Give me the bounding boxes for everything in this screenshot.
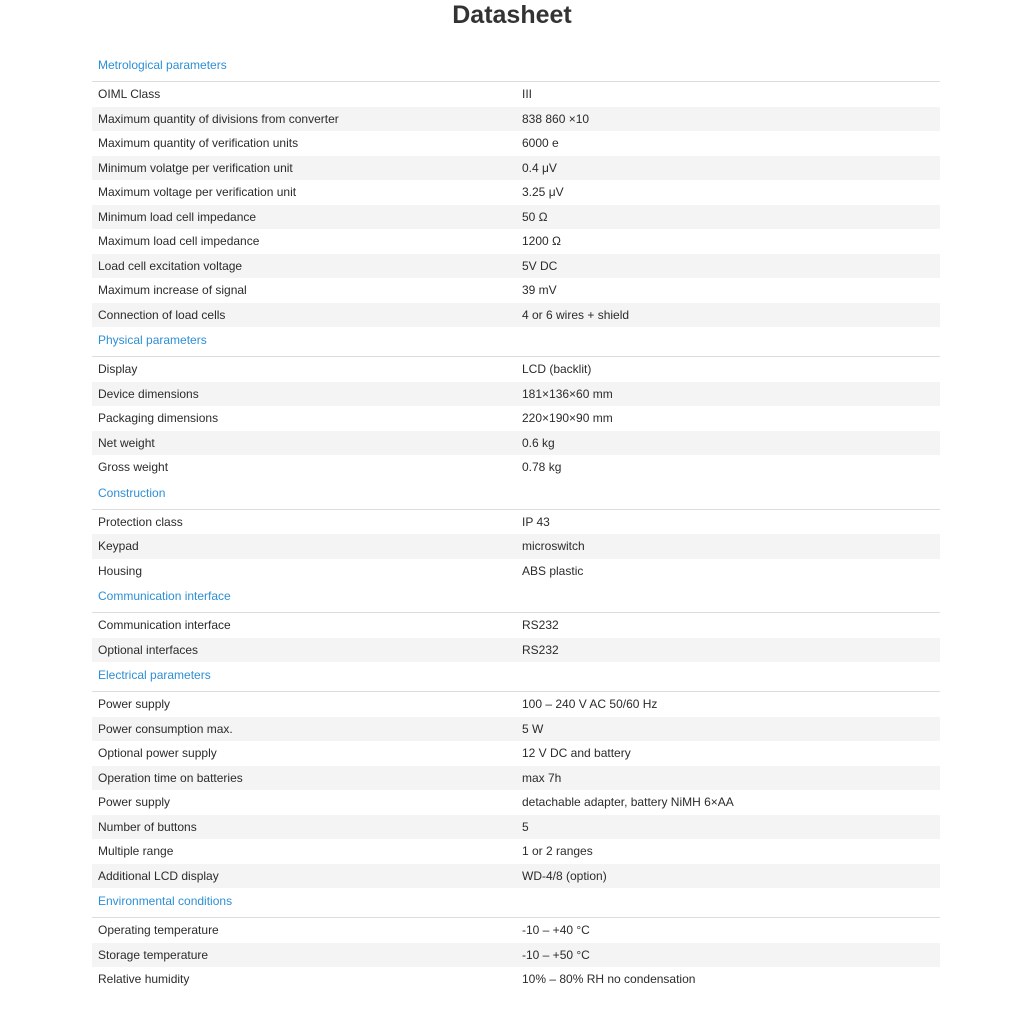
parameter-value: WD-4/8 (option) (522, 868, 607, 883)
section (92, 583, 940, 662)
table-row (92, 357, 940, 382)
table-row (92, 254, 940, 279)
parameter-value: 5 W (522, 721, 544, 736)
table-row (92, 967, 940, 992)
parameter-value: 39 mV (522, 283, 557, 297)
table-row (92, 278, 940, 303)
parameter-value: III (522, 87, 533, 101)
table-row (92, 815, 940, 840)
section-rows (92, 82, 940, 327)
section (92, 888, 940, 992)
parameter-value: max 7h (522, 770, 562, 785)
parameter-name: Storage temperature (98, 947, 209, 962)
table-row (92, 839, 940, 864)
section-heading (92, 52, 940, 82)
table-row (92, 943, 940, 968)
table-row (92, 559, 940, 584)
table-row (92, 180, 940, 205)
datasheet-table (92, 52, 940, 992)
parameter-name: OIML Class (98, 87, 161, 101)
section-heading (92, 480, 940, 510)
parameter-value: LCD (backlit) (522, 362, 592, 376)
parameter-value: 1 or 2 ranges (522, 844, 593, 858)
parameter-value: 50 Ω (522, 209, 548, 224)
parameter-name: Maximum quantity of verification units (98, 136, 299, 150)
parameter-value: 5V DC (522, 258, 558, 273)
parameter-value: 12 V DC and battery (522, 746, 631, 760)
section (92, 662, 940, 888)
parameter-name: Multiple range (98, 844, 174, 858)
parameter-name: Operation time on batteries (98, 770, 243, 785)
section (92, 480, 940, 584)
section-rows (92, 613, 940, 662)
table-row (92, 82, 940, 107)
section (92, 52, 940, 327)
table-row (92, 766, 940, 791)
parameter-value: 1200 Ω (522, 234, 561, 248)
parameter-value: 0.4 μV (522, 160, 557, 175)
parameter-value: 181×136×60 mm (522, 386, 613, 401)
parameter-name: Keypad (98, 539, 139, 553)
parameter-name: Power supply (98, 697, 171, 711)
parameter-name: Maximum quantity of divisions from converter (98, 111, 339, 126)
parameter-value: detachable adapter, battery NiMH 6×AA (522, 795, 734, 809)
parameter-name: Power consumption max. (98, 721, 233, 736)
parameter-value: IP 43 (522, 514, 550, 529)
parameter-name: Housing (98, 563, 143, 578)
table-row (92, 741, 940, 766)
section-heading-label: Metrological parameters (98, 58, 227, 72)
parameter-value: 0.78 kg (522, 460, 562, 474)
parameter-name: Maximum load cell impedance (98, 234, 260, 248)
section-heading-label: Electrical parameters (98, 668, 211, 682)
parameter-value: RS232 (522, 642, 559, 657)
table-row (92, 229, 940, 254)
parameter-value: microswitch (522, 539, 585, 553)
parameter-name: Connection of load cells (98, 307, 226, 322)
parameter-name: Packaging dimensions (98, 411, 219, 425)
parameter-value: 838 860 ×10 (522, 111, 590, 126)
parameter-value: -10 – +40 °C (522, 923, 590, 937)
section (92, 327, 940, 480)
parameter-name: Number of buttons (98, 819, 197, 834)
parameter-value: 6000 e (522, 136, 559, 150)
parameter-name: Communication interface (98, 618, 231, 632)
parameter-name: Device dimensions (98, 386, 199, 401)
table-row (92, 717, 940, 742)
table-row (92, 790, 940, 815)
parameter-name: Additional LCD display (98, 868, 219, 883)
table-row (92, 107, 940, 132)
table-row (92, 510, 940, 535)
section-rows (92, 357, 940, 480)
section-heading-label: Construction (98, 485, 166, 500)
parameter-name: Minimum load cell impedance (98, 209, 257, 224)
parameter-name: Optional power supply (98, 746, 217, 760)
table-row (92, 455, 940, 480)
parameter-name: Minimum volatge per verification unit (98, 160, 293, 175)
parameter-name: Maximum increase of signal (98, 283, 247, 297)
table-row (92, 382, 940, 407)
parameter-value: ABS plastic (522, 563, 584, 578)
parameter-value: 3.25 μV (522, 185, 564, 199)
table-row (92, 638, 940, 663)
section-heading (92, 662, 940, 692)
parameter-value: RS232 (522, 618, 559, 632)
table-row (92, 692, 940, 717)
section-heading (92, 888, 940, 918)
parameter-value: 4 or 6 wires + shield (522, 307, 630, 322)
parameter-name: Load cell excitation voltage (98, 258, 243, 273)
section-heading-label: Communication interface (98, 589, 231, 603)
table-row (92, 131, 940, 156)
parameter-name: Optional interfaces (98, 642, 199, 657)
page-title: Datasheet (452, 1, 572, 29)
table-row (92, 406, 940, 431)
parameter-name: Relative humidity (98, 972, 190, 986)
section-heading (92, 327, 940, 357)
section-heading (92, 583, 940, 613)
parameter-value: 100 – 240 V AC 50/60 Hz (522, 697, 658, 711)
parameter-name: Protection class (98, 514, 183, 529)
parameter-name: Gross weight (98, 460, 169, 474)
table-row (92, 205, 940, 230)
table-row (92, 864, 940, 889)
parameter-value: 5 (522, 819, 529, 834)
parameter-name: Power supply (98, 795, 171, 809)
section-rows (92, 692, 940, 888)
section-rows (92, 918, 940, 992)
table-row (92, 431, 940, 456)
parameter-name: Net weight (98, 435, 155, 450)
parameter-value: -10 – +50 °C (522, 947, 590, 962)
table-row (92, 613, 940, 638)
parameter-value: 0.6 kg (522, 435, 555, 450)
parameter-value: 220×190×90 mm (522, 411, 613, 425)
section-rows (92, 510, 940, 584)
parameter-value: 10% – 80% RH no condensation (522, 972, 696, 986)
table-row (92, 534, 940, 559)
table-row (92, 918, 940, 943)
table-row (92, 303, 940, 328)
section-heading-label: Environmental conditions (98, 894, 233, 908)
parameter-name: Operating temperature (98, 923, 219, 937)
parameter-name: Maximum voltage per verification unit (98, 185, 297, 199)
parameter-name: Display (98, 362, 138, 376)
section-heading-label: Physical parameters (98, 333, 207, 347)
table-row (92, 156, 940, 181)
